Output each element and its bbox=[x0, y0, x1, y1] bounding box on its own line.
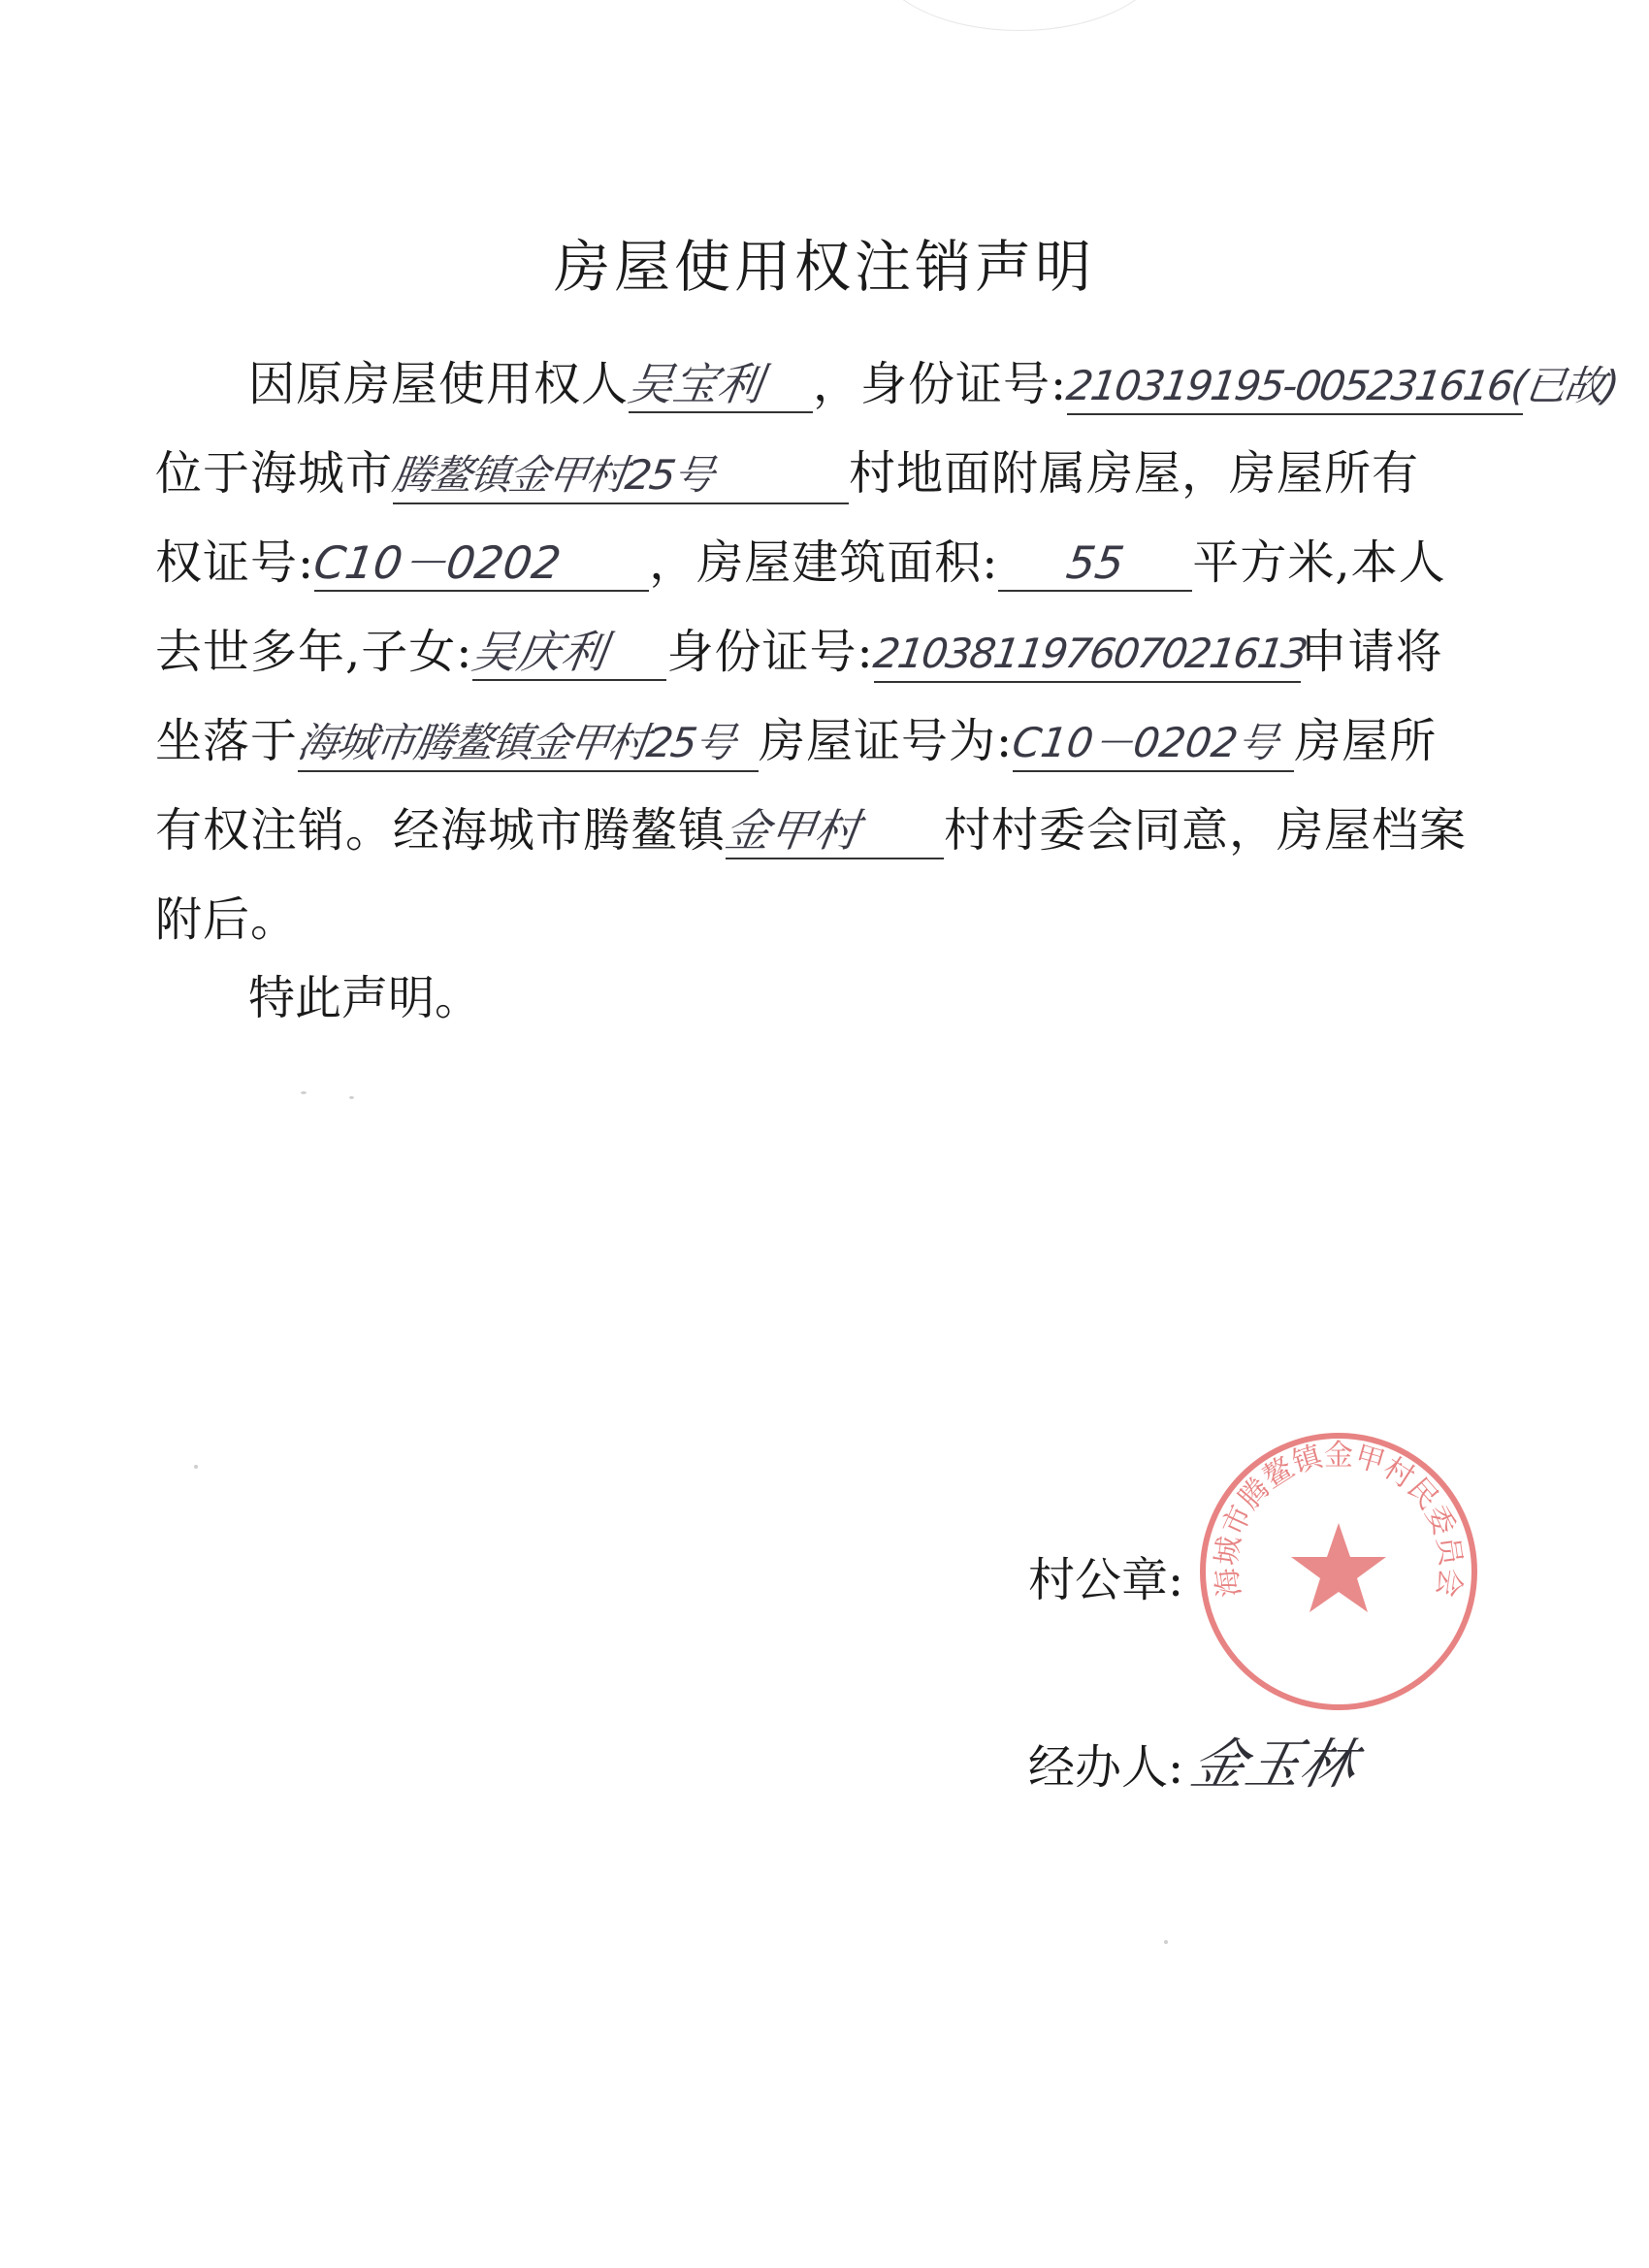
area-field[interactable] bbox=[998, 535, 1192, 592]
house-cert-field[interactable] bbox=[1009, 714, 1294, 772]
child-id-field[interactable] bbox=[870, 625, 1310, 683]
scan-speck bbox=[1164, 1940, 1168, 1944]
child-name-handwriting: 吴庆利 bbox=[469, 626, 611, 678]
cert-number-handwriting: C10－0202 bbox=[310, 536, 565, 589]
cert-number-field[interactable] bbox=[310, 535, 649, 592]
child-name-field[interactable] bbox=[469, 625, 666, 681]
village-field[interactable] bbox=[722, 803, 944, 859]
body-line-7 bbox=[155, 875, 1494, 964]
body-line-2 bbox=[155, 429, 1494, 518]
text-id-label: ，身份证号: bbox=[813, 357, 1068, 411]
text-child-id-label: 身份证号: bbox=[666, 625, 874, 679]
text-house-owned: 房屋所 bbox=[1294, 714, 1438, 768]
house-cert-handwriting: C10－0202号 bbox=[1009, 719, 1282, 766]
text-attached: 附后。 bbox=[155, 892, 299, 947]
document-body bbox=[155, 340, 1621, 964]
seal-star-icon bbox=[1291, 1523, 1386, 1612]
text-cert-label: 权证号: bbox=[155, 535, 315, 590]
handler-signature: 金玉林 bbox=[1185, 1733, 1363, 1797]
owner-id-handwriting: 210319195-005231616(已故) bbox=[1063, 362, 1621, 409]
text-cancellation: 有权注销。经海城市腾鳌镇 bbox=[155, 803, 727, 858]
owner-name-field[interactable] bbox=[625, 357, 813, 413]
text-committee: 村村委会同意，房屋档案 bbox=[944, 803, 1468, 858]
owner-name-handwriting: 吴宝利 bbox=[625, 358, 766, 410]
body-line-5 bbox=[155, 697, 1494, 786]
scan-speck bbox=[301, 1091, 307, 1094]
text-apply: 申请将 bbox=[1300, 625, 1443, 679]
text-cert-no-label: 房屋证号为: bbox=[759, 714, 1014, 768]
document-title: 房屋使用权注销声明 bbox=[553, 234, 1095, 300]
body-line-4 bbox=[155, 607, 1494, 697]
handler-row bbox=[1028, 1722, 1363, 1799]
text-child-label: 去世多年,子女: bbox=[155, 625, 473, 679]
text-area-label: ，房屋建筑面积: bbox=[649, 535, 999, 590]
body-line-1 bbox=[155, 340, 1621, 429]
scan-speck bbox=[349, 1096, 354, 1099]
page-fold-mark bbox=[873, 0, 1166, 31]
location-field[interactable] bbox=[389, 446, 849, 504]
village-seal-stamp bbox=[1188, 1421, 1489, 1722]
text-house-desc: 村地面附属房屋，房屋所有 bbox=[849, 446, 1420, 501]
child-id-handwriting: 210381197607021613 bbox=[870, 630, 1310, 677]
declaration: 特此声明。 bbox=[248, 971, 482, 1025]
text-located-at: 坐落于 bbox=[155, 714, 299, 768]
body-line-3 bbox=[155, 518, 1494, 607]
owner-id-field[interactable] bbox=[1063, 357, 1621, 415]
text-owner-label: 因原房屋使用权人 bbox=[248, 357, 630, 411]
handler-label: 经办人: bbox=[1028, 1740, 1184, 1795]
area-handwriting: 55 bbox=[1063, 536, 1128, 589]
text-location-label: 位于海城市 bbox=[155, 446, 394, 501]
seal-label: 村公章: bbox=[1028, 1553, 1184, 1607]
address-handwriting: 海城市腾鳌镇金甲村25号 bbox=[294, 719, 737, 766]
address-field[interactable] bbox=[294, 714, 759, 772]
body-line-6 bbox=[155, 786, 1494, 875]
seal-text: 海城市腾鳌镇金甲村民委员会 bbox=[1210, 1438, 1468, 1600]
scan-speck bbox=[194, 1465, 198, 1469]
village-handwriting: 金甲村 bbox=[722, 804, 863, 857]
location-handwriting: 腾鳌镇金甲村25号 bbox=[389, 451, 716, 499]
text-area-unit: 平方米,本人 bbox=[1192, 535, 1446, 590]
